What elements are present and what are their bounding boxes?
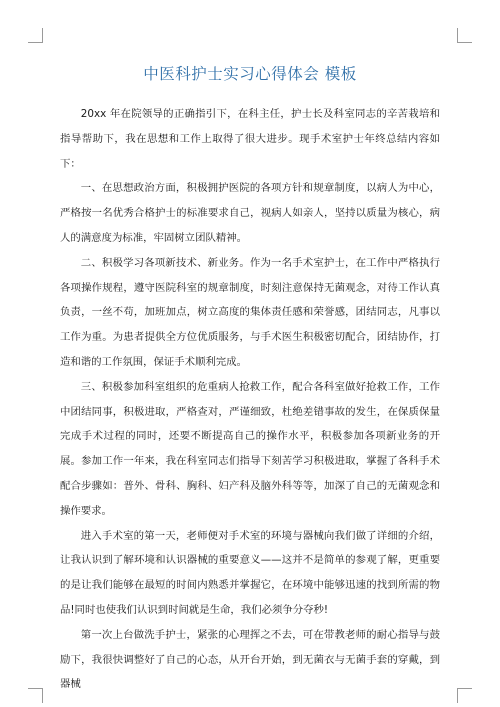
document-title: 中医科护士实习心得体会 模板: [143, 65, 357, 83]
crop-mark-bottom-right: [457, 688, 472, 703]
paragraph-rescue-work: 三、积极参加科室组织的危重病人抢救工作，配合各科室做好抢救工作，工作中团结同事，积极进取，严格查对，严谨细致，杜绝差错事故的发生，在保质保量完成手术过程的同时，还要不断提高自己的操作水平，积极参加各项新业务的开展。参加工作一年来，我在科室同志们指导下刻苦学习积极进取，掌握了各科手术配合步骤如：普外、骨科、胸科、妇产科及脑外科等等，加深了自己的无菌观念和操作要求。: [60, 380, 440, 517]
crop-mark-top-right: [457, 28, 472, 43]
paragraph-first-scrub-nurse: 第一次上台做洗手护士，紧张的心理挥之不去，可在带教老师的耐心指导与鼓励下，我很快调整好了自己的心态，从开台开始，到无菌衣与无菌手套的穿戴，到器械: [60, 628, 440, 691]
paragraph-political: 一、在思想政治方面，积极拥护医院的各项方针和规章制度，以病人为中心，严格按一名优秀合格护士的标准要求自己，视病人如亲人，坚持以质量为核心，病人的满意度为标准，牢固树立团队精神。: [60, 182, 440, 244]
document-body: [60, 102, 440, 697]
paragraph-new-techniques: 二、积极学习各项新技术、新业务。作为一名手术室护士，在工作中严格执行各项操作规程，遵守医院科室的规章制度，时刻注意保持无菌观念，对待工作认真负责，一丝不苟，加班加点，树立高度的集体责任感和荣誉感，团结同志，凡事以工作为重。为患者提供全方位优质服务，与手术医生积极密切配合，团结协作，打造和谐的工作氛围，保证手术顺利完成。: [60, 256, 440, 368]
crop-mark-top-left: [28, 28, 43, 43]
crop-mark-bottom-left: [28, 688, 43, 703]
paragraph-first-day: 进入手术室的第一天，老师便对手术室的环境与器械向我们做了详细的介绍，让我认识到了解环境和认识器械的重要意义——这并不是简单的参观了解，更重要的是让我们能够在最短的时间内熟悉并掌握它，在环境中能够迅速的找到所需的物品!同时也使我们认识到时间就是生命，我们必须争分夺秒!: [60, 529, 440, 616]
paragraph-intro: 20xx 年在院领导的正确指引下，在科主任，护士长及科室同志的辛苦栽培和指导帮助下，我在思想和工作上取得了很大进步。现手术室护士年终总结内容如下：: [60, 108, 440, 170]
